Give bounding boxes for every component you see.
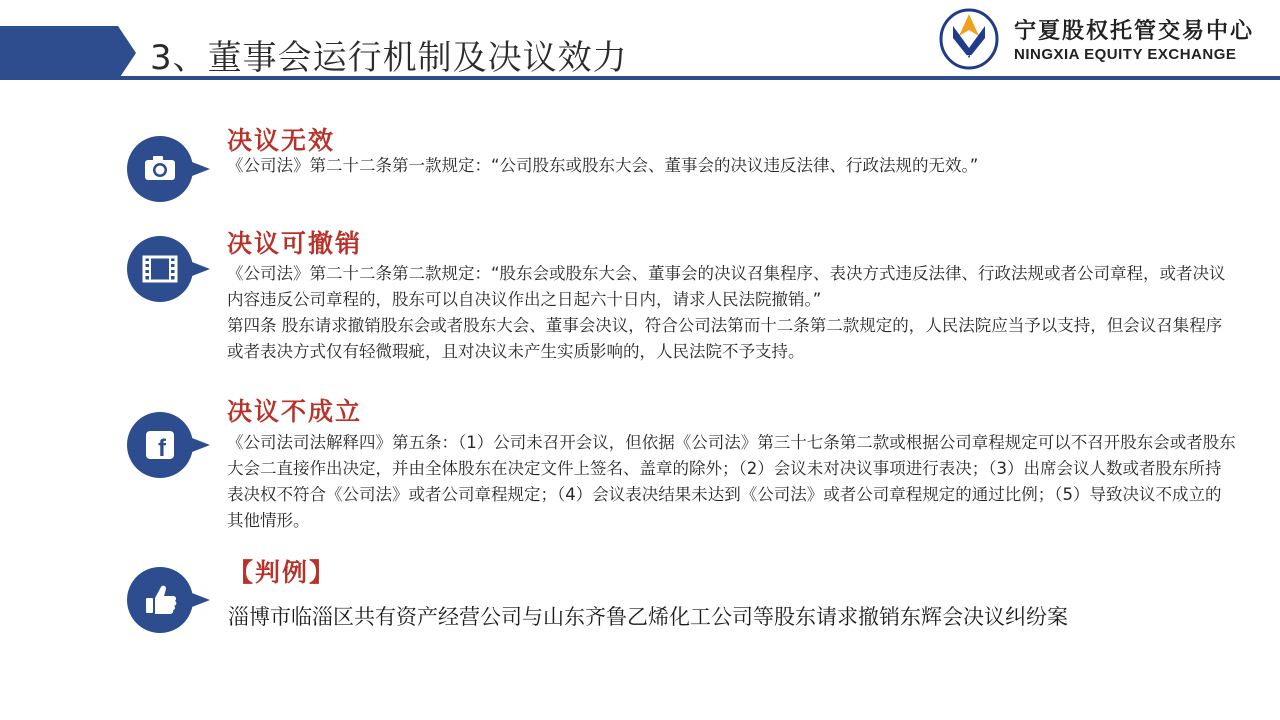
paragraph: 《公司法司法解释四》第五条：（1）公司未召开会议，但依据《公司法》第三十七条第二款或根据公司章程规定可以不召开股东会或者股东大会二直接作出决定，并由全体股东在决定文件上签名、盖章的除外；（2）会议未对决议事项进行表决；（3）出席会议人数或者股东所持表决权不符合《公司法》或者公司章程规定；（4）会议表决结果未达到《公司法》或者公司章程规定的通过比例；（5）导致决议不成立的其他情形。 bbox=[227, 433, 1236, 530]
section-body-not-established bbox=[227, 430, 1237, 534]
thumbs-up-icon bbox=[126, 565, 216, 635]
svg-text:f: f bbox=[158, 435, 166, 462]
nxee-logo-icon bbox=[939, 8, 999, 70]
section-title-revocable: 决议可撤销 bbox=[227, 229, 363, 258]
section-title-invalid: 决议无效 bbox=[227, 126, 336, 155]
case-name: 淄博市临淄区共有资产经营公司与山东齐鲁乙烯化工公司等股东请求撤销东辉会决议纠纷案 bbox=[228, 605, 1068, 629]
section-body-invalid bbox=[227, 153, 1237, 179]
page-title: 3、董事会运行机制及决议效力 bbox=[150, 38, 628, 78]
film-icon bbox=[126, 234, 216, 304]
paragraph: 《公司法》第二十二条第二款规定：“股东会或股东大会、董事会的决议召集程序、表决方式违反法律、行政法规或者公司章程，或者决议内容违反公司章程的，股东可以自决议作出之日起六十日内，请求人民法院撤销。” bbox=[227, 264, 1226, 309]
section-title-not-established: 决议不成立 bbox=[227, 397, 363, 426]
logo-name-en: NINGXIA EQUITY EXCHANGE bbox=[1014, 46, 1237, 63]
paragraph: 第四条 股东请求撤销股东会或者股东大会、董事会决议，符合公司法第而十二条第二款规定的，人民法院应当予以支持，但会议召集程序或者表决方式仅有轻微瑕疵，且对决议未产生实质影响的，人民法院不予支持。 bbox=[227, 316, 1223, 361]
section-body-revocable bbox=[227, 261, 1237, 365]
logo-name-cn: 宁夏股权托管交易中心 bbox=[1014, 19, 1255, 44]
camera-icon bbox=[126, 134, 216, 204]
paragraph: 《公司法》第二十二条第一款规定：“公司股东或股东大会、董事会的决议违反法律、行政法规的无效。” bbox=[227, 156, 979, 175]
facebook-icon bbox=[126, 410, 216, 480]
section-title-case: 【判例】 bbox=[228, 558, 337, 587]
svg-text:NXEE: NXEE bbox=[955, 54, 983, 65]
